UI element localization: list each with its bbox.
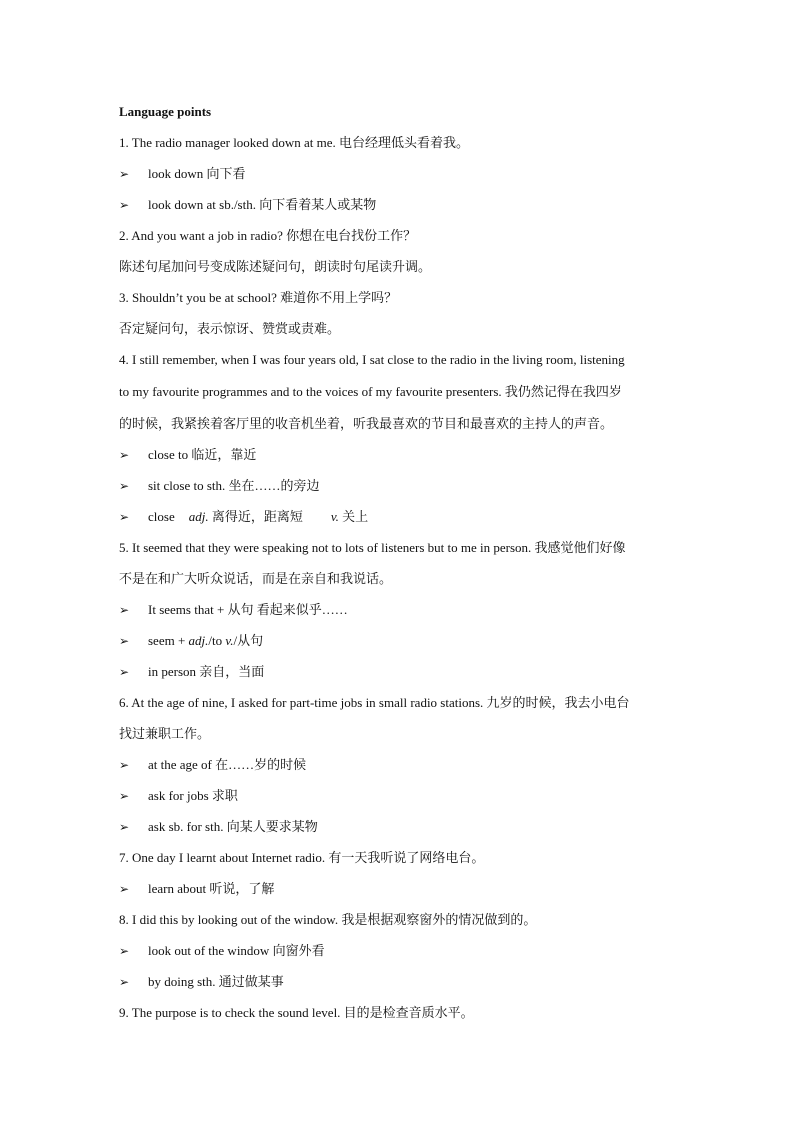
arrow-bullet-icon: ➢ [119, 479, 130, 493]
point-6-line-2: 找过兼职工作。 [119, 726, 211, 741]
arrow-bullet-icon: ➢ [119, 510, 130, 524]
arrow-bullet-icon: ➢ [119, 634, 130, 648]
bullet-item: ➢ in person 亲自，当面 [119, 662, 679, 693]
point-6-line-1: 6. At the age of nine, I asked for part-time jobs in small radio stations. 九岁的时候，我去小电台 [119, 695, 630, 710]
bullet-item: ➢ look down 向下看 [119, 164, 679, 195]
arrow-bullet-icon: ➢ [119, 603, 130, 617]
bullet-item: ➢ ask sb. for sth. 向某人要求某物 [119, 817, 679, 848]
bullet-item: ➢ look down at sb./sth. 向下看着某人或某物 [119, 195, 679, 226]
arrow-bullet-icon: ➢ [119, 820, 130, 834]
page-title: Language points [119, 104, 212, 119]
bullet-item: ➢ learn about 听说，了解 [119, 879, 679, 910]
bullet-item: ➢ It seems that + 从句 看起来似乎…… [119, 600, 679, 631]
bullet-item: ➢ look out of the window 向窗外看 [119, 941, 679, 972]
bullet-item: ➢ close adj. 离得近，距离短 v. 关上 [119, 507, 679, 538]
bullet-item: ➢ ask for jobs 求职 [119, 786, 679, 817]
arrow-bullet-icon: ➢ [119, 665, 130, 679]
point-4-line-2: to my favourite programmes and to the voices of my favourite presenters. 我仍然记得在我四岁 [119, 384, 622, 399]
point-5-line-1: 5. It seemed that they were speaking not to lots of listeners but to me in person. 我感觉他们好像 [119, 540, 626, 555]
bullet-item: ➢ close to 临近，靠近 [119, 445, 679, 476]
arrow-bullet-icon: ➢ [119, 975, 130, 989]
point-3-note: 否定疑问句，表示惊讶、赞赏或责难。 [119, 321, 341, 336]
point-4-line-1: 4. I still remember, when I was four years old, I sat close to the radio in the living room, listening [119, 352, 625, 367]
arrow-bullet-icon: ➢ [119, 789, 130, 803]
point-5-line-2: 不是在和广大听众说话，而是在亲自和我说话。 [119, 571, 393, 586]
arrow-bullet-icon: ➢ [119, 448, 130, 462]
arrow-bullet-icon: ➢ [119, 882, 130, 896]
point-8: 8. I did this by looking out of the window. 我是根据观察窗外的情况做到的。 [119, 912, 537, 927]
point-4-line-3: 的时候，我紧挨着客厅里的收音机坐着，听我最喜欢的节目和最喜欢的主持人的声音。 [119, 416, 614, 431]
point-9: 9. The purpose is to check the sound level. 目的是检查音质水平。 [119, 1005, 474, 1020]
document-body [119, 102, 679, 1034]
point-2-note: 陈述句尾加问号变成陈述疑问句，朗读时句尾读升调。 [119, 259, 432, 274]
point-7: 7. One day I learnt about Internet radio. 有一天我听说了网络电台。 [119, 850, 485, 865]
bullet-item: ➢ sit close to sth. 坐在……的旁边 [119, 476, 679, 507]
arrow-bullet-icon: ➢ [119, 758, 130, 772]
point-2: 2. And you want a job in radio? 你想在电台找份工作？ [119, 228, 417, 243]
arrow-bullet-icon: ➢ [119, 944, 130, 958]
point-3: 3. Shouldn’t you be at school? 难道你不用上学吗？ [119, 290, 398, 305]
point-1: 1. The radio manager looked down at me. 电台经理低头看着我。 [119, 135, 469, 150]
bullet-item: ➢ seem + adj./to v./从句 [119, 631, 679, 662]
bullet-item: ➢ by doing sth. 通过做某事 [119, 972, 679, 1003]
bullet-item: ➢ at the age of 在……岁的时候 [119, 755, 679, 786]
arrow-bullet-icon: ➢ [119, 167, 130, 181]
arrow-bullet-icon: ➢ [119, 198, 130, 212]
